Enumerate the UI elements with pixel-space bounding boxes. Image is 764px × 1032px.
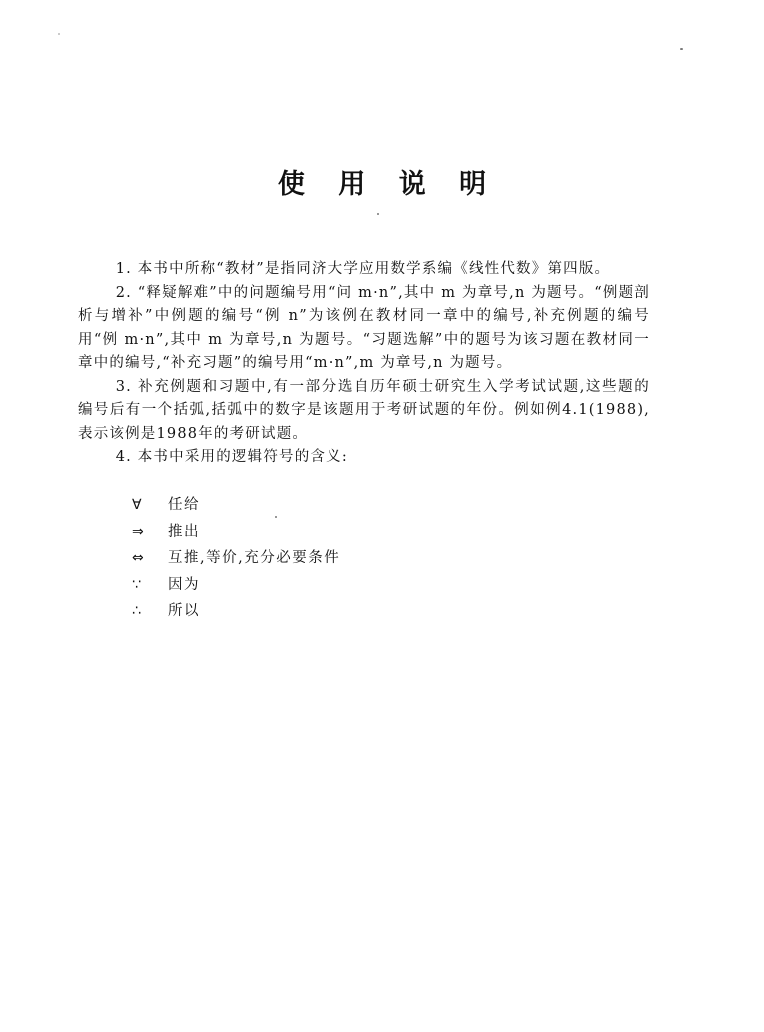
symbol-meaning: 任给 bbox=[168, 497, 200, 513]
paragraph-4: 4. 本书中采用的逻辑符号的含义: bbox=[115, 449, 348, 465]
symbol-meaning: 推出 bbox=[168, 523, 200, 540]
therefore-symbol: ∴ bbox=[132, 603, 143, 619]
implies-symbol: ⇒ bbox=[132, 523, 146, 540]
instructions-body bbox=[78, 258, 650, 470]
symbol-row-iff bbox=[132, 545, 340, 572]
symbol-meaning: 因为 bbox=[168, 576, 200, 593]
symbol-meaning: 互推,等价,充分必要条件 bbox=[168, 550, 341, 566]
symbol-row-implies bbox=[132, 519, 340, 546]
page-title: 使 用 说 明 bbox=[277, 169, 499, 200]
paragraph-1: 1. 本书中所称“教材”是指同济大学应用数学系编《线性代数》第四版。 bbox=[115, 261, 611, 277]
scan-speck bbox=[377, 213, 379, 215]
scan-speck bbox=[680, 48, 683, 50]
logic-symbol-list bbox=[132, 492, 340, 625]
symbol-row-therefore bbox=[132, 598, 340, 625]
forall-symbol: ∀ bbox=[132, 497, 144, 513]
symbol-row-because bbox=[132, 572, 340, 599]
paragraph-2: 2. “释疑解难”中的问题编号用“问 m·n”,其中 m 为章号,n 为题号。“例题剖析与增补”中例题的编号“例 n”为该例在教材同一章中的编号,补充例题的编号用“例 m·n”,其中 m 为章号,n 为题号。“习题选解”中的题号为该习题在教材同一章中的编号,“补充习题”的编号用“m·n”,m 为章号,n 为题号。 bbox=[78, 284, 650, 371]
scan-speck bbox=[58, 33, 60, 35]
scan-speck bbox=[275, 516, 277, 518]
symbol-row-forall bbox=[132, 492, 340, 519]
symbol-meaning: 所以 bbox=[168, 603, 200, 619]
iff-symbol: ⇔ bbox=[132, 550, 146, 566]
paragraph-3: 3. 补充例题和习题中,有一部分选自历年硕士研究生入学考试试题,这些题的编号后有一个括弧,括弧中的数字是该题用于考研试题的年份。例如例4.1(1988),表示该例是1988年的考研试题。 bbox=[78, 378, 650, 442]
because-symbol: ∵ bbox=[132, 576, 143, 593]
